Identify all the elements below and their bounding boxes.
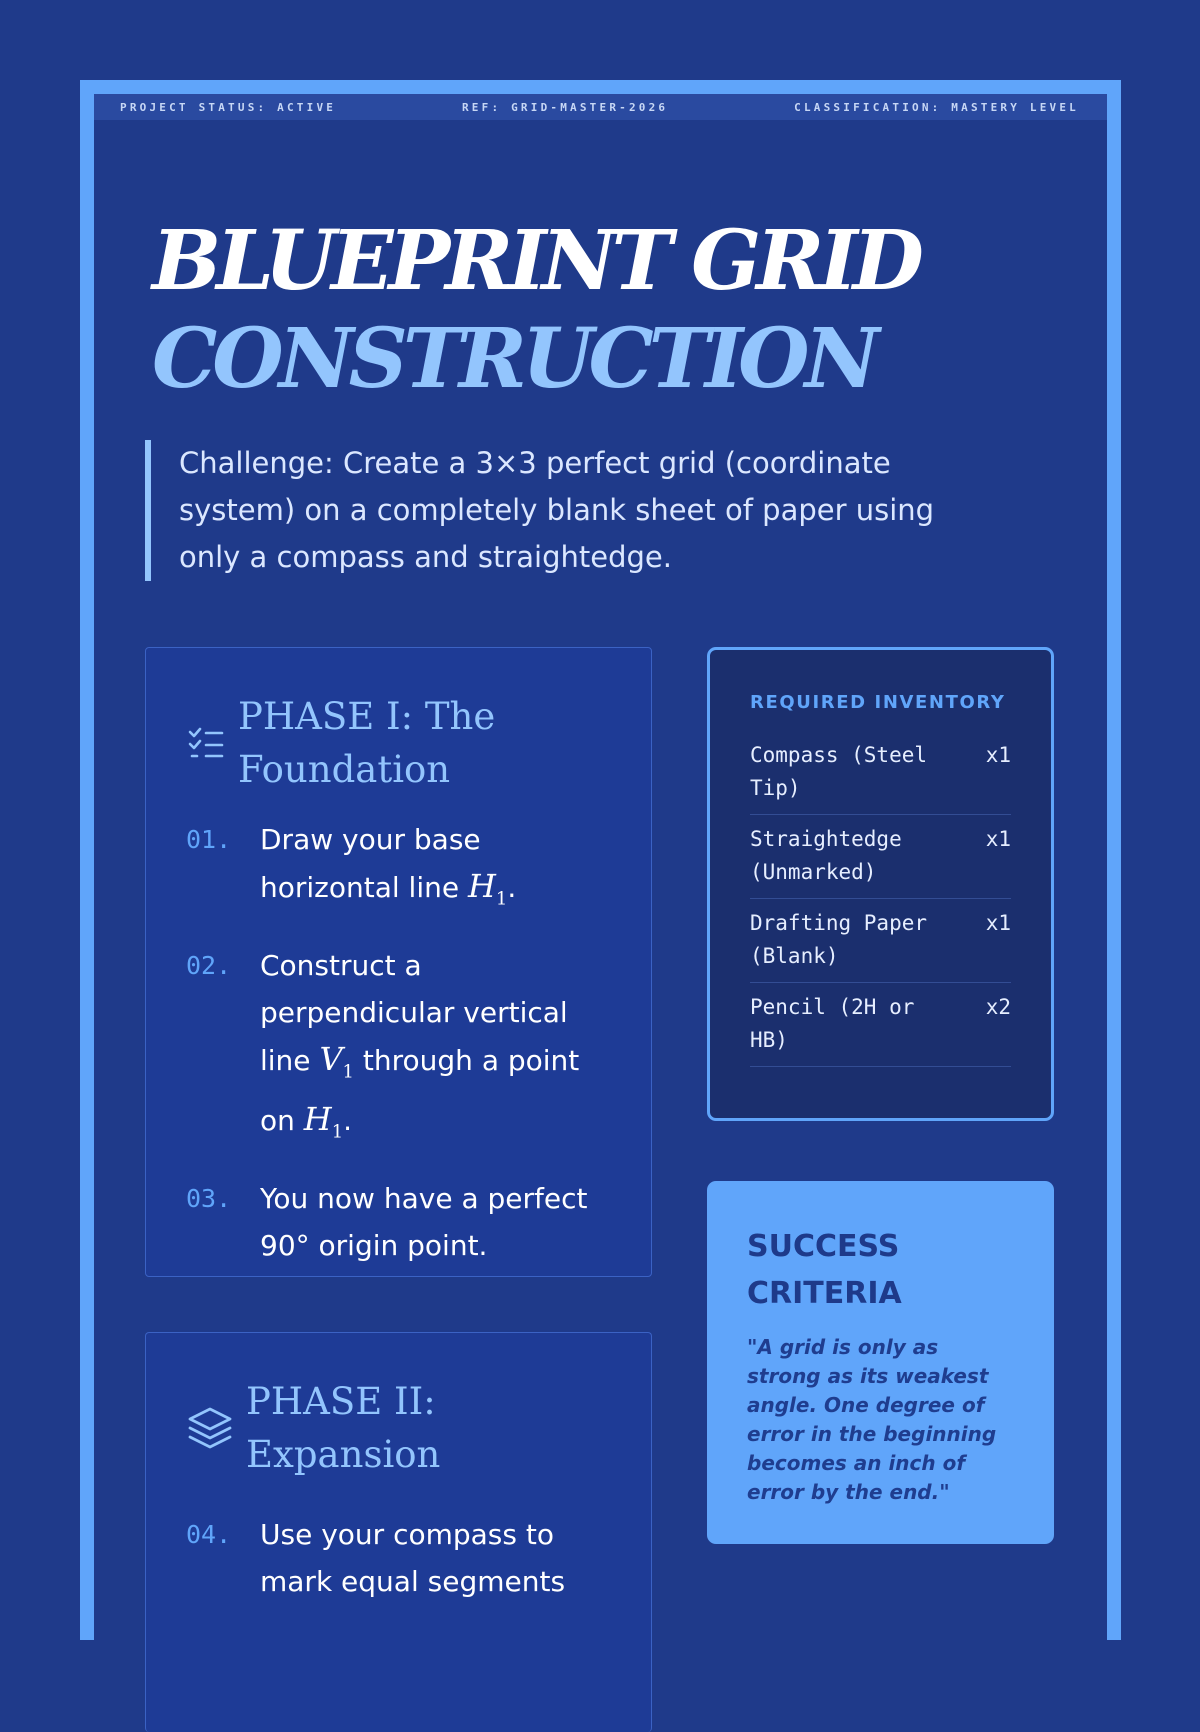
project-ref: REF: GRID-MASTER-2026 xyxy=(461,100,669,114)
step-text: Use your compass to mark equal segments xyxy=(260,1518,566,1598)
layers-icon xyxy=(186,1404,234,1452)
success-criteria-panel xyxy=(707,1181,1054,1544)
step-number: 03. xyxy=(186,1184,232,1214)
step-item xyxy=(186,816,621,922)
step-number: 01. xyxy=(186,825,232,854)
success-quote: "A grid is only as strong as its weakest angle. One degree of error in the beginning becomes an inch of error by the end." xyxy=(747,1335,997,1504)
project-classification: CLASSIFICATION: MASTERY LEVEL xyxy=(794,100,1079,114)
phase-2-header xyxy=(186,1375,476,1481)
blueprint-frame xyxy=(80,80,1121,1640)
phase-1-card xyxy=(145,647,652,1277)
inventory-panel xyxy=(707,647,1054,1121)
step-item xyxy=(186,1511,621,1605)
page-title xyxy=(152,212,919,408)
math-h1: $H_1$ xyxy=(303,1099,344,1143)
math-h1: $H_1$ xyxy=(468,867,508,910)
inventory-item-qty: x1 xyxy=(985,827,1011,851)
challenge-text: Challenge: Create a 3×3 perfect grid (coordinate system) on a completely blank sheet of paper using only a compass and straightedge. xyxy=(145,440,985,581)
step-item xyxy=(186,942,621,1155)
phase-1-header xyxy=(186,690,508,796)
inventory-item-qty: x1 xyxy=(985,743,1011,767)
inventory-item xyxy=(750,983,1011,1067)
step-item xyxy=(186,1175,621,1269)
checklist-icon xyxy=(186,723,226,763)
project-status: PROJECT STATUS: ACTIVE xyxy=(120,100,337,114)
inventory-title: REQUIRED INVENTORY xyxy=(750,692,1006,713)
inventory-item-name: Pencil (2H or HB) xyxy=(750,995,915,1052)
math-v1: $V_1$ xyxy=(319,1040,354,1083)
inventory-item-qty: x1 xyxy=(985,911,1011,935)
inventory-item-qty: x2 xyxy=(985,995,1011,1019)
inventory-item-name: Compass (Steel Tip) xyxy=(750,743,928,800)
step-text: Draw your base horizontal line $H_1$. xyxy=(260,823,517,910)
inventory-item-name: Straightedge (Unmarked) xyxy=(750,827,902,884)
inventory-list xyxy=(750,731,1011,1067)
title-line-2: CONSTRUCTION xyxy=(152,311,875,407)
phase-1-title: PHASE I: The Foundation xyxy=(238,695,496,791)
phase-2-title: PHASE II: Expansion xyxy=(246,1380,441,1476)
inventory-item xyxy=(750,899,1011,983)
phase-1-steps xyxy=(186,816,621,1289)
step-text: Construct a perpendicular vertical line $V_1$ through a point on $H_1$. xyxy=(260,949,580,1143)
status-bar xyxy=(94,94,1107,120)
inventory-item-name: Drafting Paper (Blank) xyxy=(750,911,928,968)
step-text: You now have a perfect 90° origin point. xyxy=(260,1182,588,1263)
phase-2-steps xyxy=(186,1511,621,1625)
phase-2-card xyxy=(145,1332,652,1732)
title-line-1: BLUEPRINT GRID xyxy=(152,213,919,309)
step-number: 02. xyxy=(186,951,232,981)
inventory-item xyxy=(750,731,1011,815)
success-title: SUCCESS CRITERIA xyxy=(747,1229,902,1311)
inventory-item xyxy=(750,815,1011,899)
step-number: 04. xyxy=(186,1520,232,1549)
